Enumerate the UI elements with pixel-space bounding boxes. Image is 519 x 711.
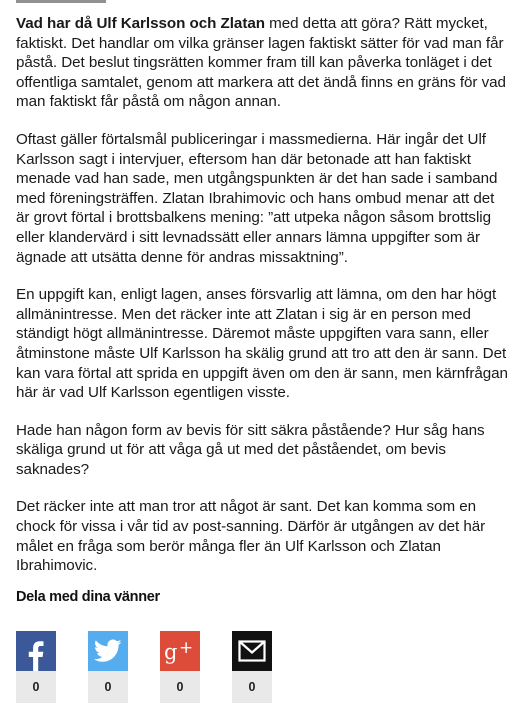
twitter-icon[interactable] (88, 631, 128, 671)
google-plus-icon[interactable] (160, 631, 200, 671)
facebook-icon[interactable] (16, 631, 56, 671)
article-body (16, 14, 510, 594)
email-icon[interactable] (232, 631, 272, 671)
paragraph-lead: Vad har då Ulf Karlsson och Zlatan (16, 15, 265, 32)
email-share-button[interactable] (232, 631, 272, 703)
twitter-share-count: 0 (88, 671, 128, 703)
svg-text:g: g (164, 640, 178, 664)
email-share-count: 0 (232, 671, 272, 703)
article-paragraph-1 (16, 14, 510, 112)
paragraph-text: Oftast gäller förtalsmål publiceringar i massmedierna. Här ingår det Ulf Karlsson sagt i intervjuer, eftersom han där betonade att han faktiskt menade vad han sade, men utgångspunkten är det han sade i samband med föreningsträffen. Zlatan Ibrahimovic och hans ombud menar att det är grovt förtal i brottsbalkens mening: ”att utpeka någon såsom brottslig eller klandervärd i sitt levnadssätt eller annars lämna uppgifter som är ägnade att utsätta denne för andras missaktning”. (16, 130, 498, 266)
article-paragraph-2 (16, 130, 510, 267)
article-paragraph-3 (16, 285, 510, 403)
top-divider (16, 0, 106, 3)
share-heading: Dela med dina vänner (16, 589, 160, 605)
twitter-share-button[interactable] (88, 631, 128, 703)
article-paragraph-5 (16, 497, 510, 575)
google-plus-share-count: 0 (160, 671, 200, 703)
google-plus-share-button[interactable] (160, 631, 200, 703)
paragraph-text: Hade han någon form av bevis för sitt säkra påstående? Hur såg hans skäliga grund ut för att våga gå ut med det påståendet, om bevis saknades? (16, 421, 485, 478)
facebook-share-button[interactable] (16, 631, 56, 703)
svg-text:+: + (179, 638, 194, 658)
facebook-share-count: 0 (16, 671, 56, 703)
paragraph-text: Det räcker inte att man tror att något är sant. Det kan komma som en chock för vissa i vår tid av post-sanning. Därför är utgången av det här målet en fråga som berör många fler än Ulf Karlsson och Zlatan Ibrahimovic. (16, 498, 486, 575)
article-paragraph-4 (16, 421, 510, 480)
paragraph-text: En uppgift kan, enligt lagen, anses försvarlig att lämna, om den har högt allmänintresse. Men det räcker inte att Zlatan i sig är en person med ständigt högt allmänintresse. Däremot måste uppgiften vara sann, eller åtminstone måste Ulf Karlsson ha skälig grund att tro att den är sann. Det kan vara förtal att sprida en uppgift även om den är sann, men kärnfrågan här är vad Ulf Karlsson egentligen visste. (16, 286, 508, 402)
share-buttons (16, 631, 304, 703)
paragraph-text: med detta att göra? Rätt mycket, faktiskt. Det handlar om vilka gränser lagen faktiskt sätter för vad man får påstå. Det beslut tingsrätten kommer fram till kan påverka tonläget i det offentliga samtalet, genom att markera att det ändå finns en gräns för vad man faktiskt får påstå om någon annan. (16, 15, 506, 111)
